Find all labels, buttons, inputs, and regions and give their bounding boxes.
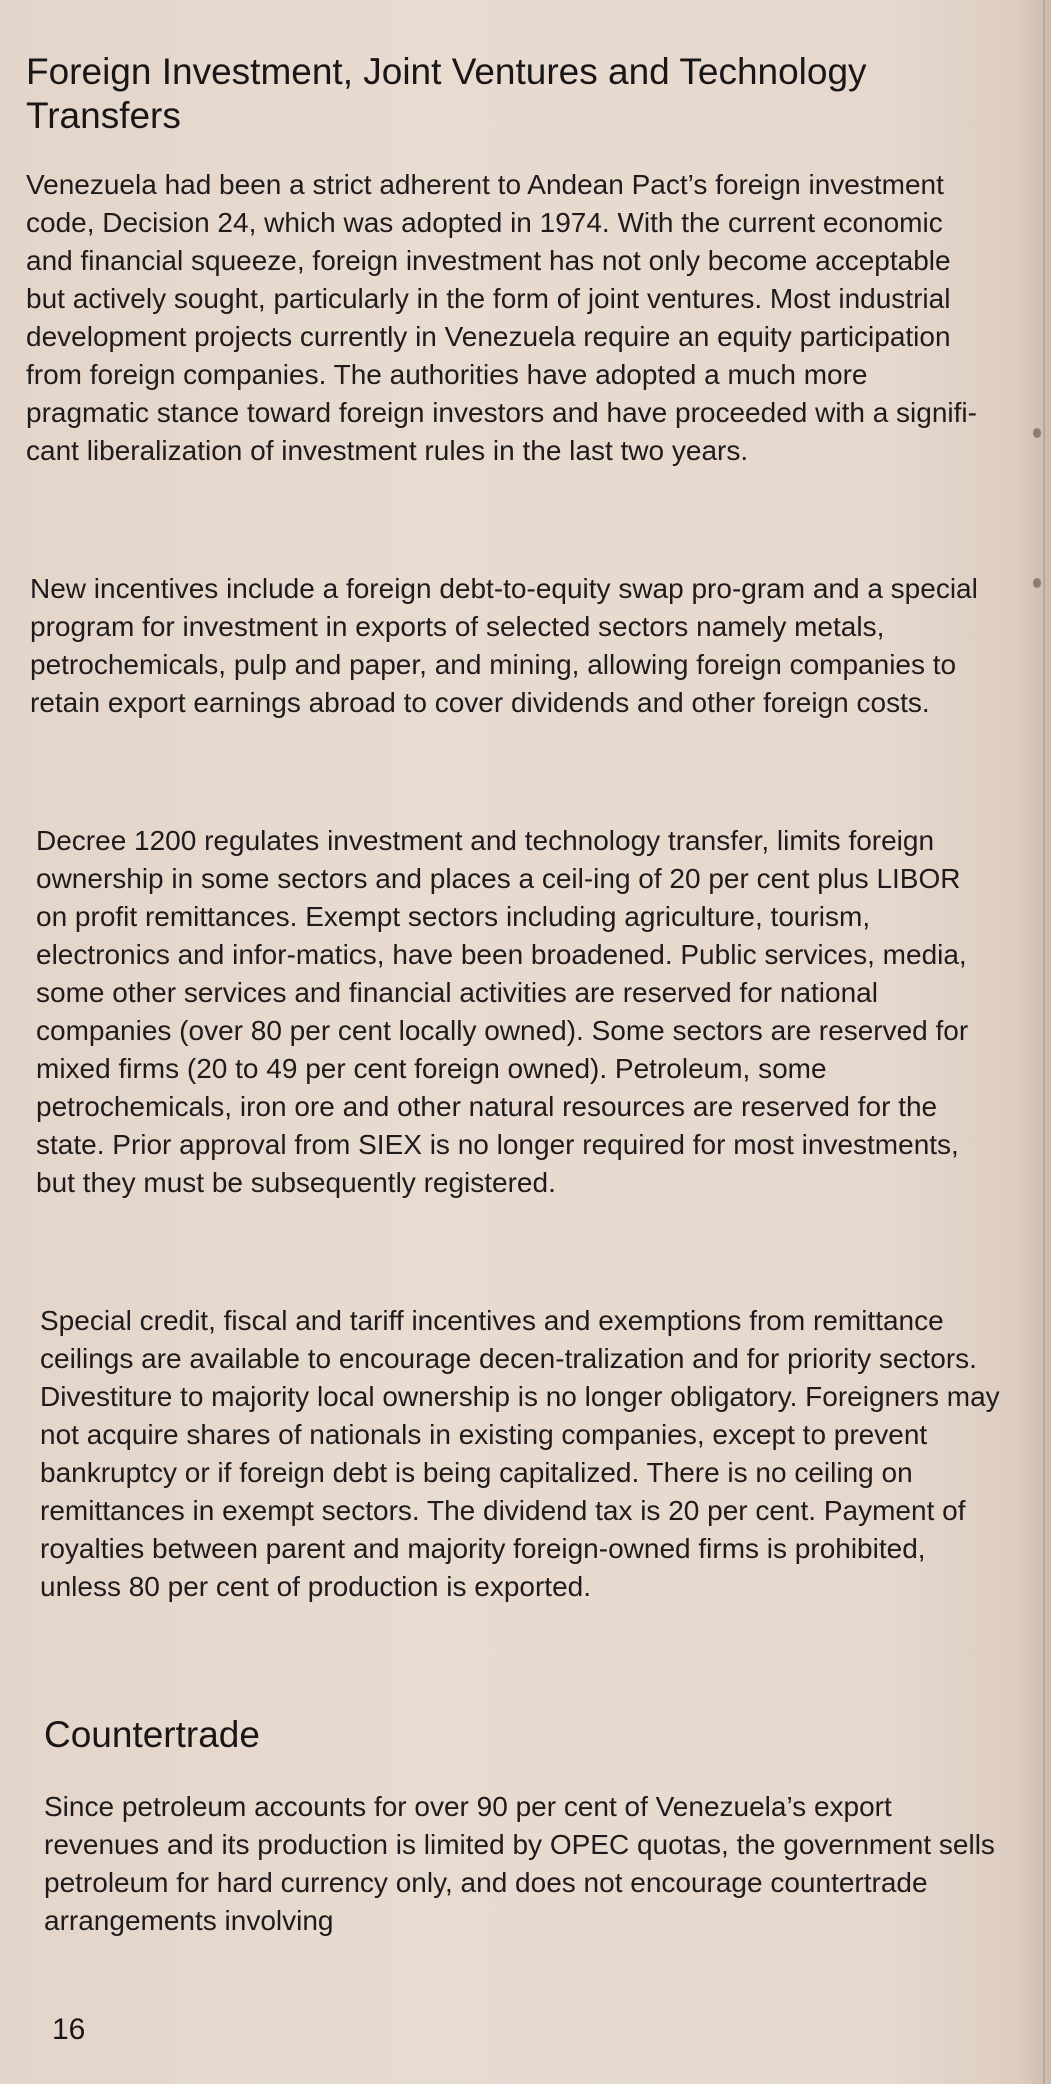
paragraph-countertrade: Since petroleum accounts for over 90 per cent of Venezuela’s export revenues and its production is limited by OPEC quotas, the government sells petroleum for hard currency only, and does not encourage countertrade arrangements involving	[44, 1791, 995, 1936]
paragraph-andean-pact: Venezuela had been a strict adherent to Andean Pact’s foreign investment code, Decision 24, which was adopted in 1974. With the current economic and financial squeeze, foreign investment has not only become acceptable but actively sought, particularly in the form of joint ventures. Most industrial development projects currently in Venezuela require an equity participation from foreign companies. The authorities have adopted a much more pragmatic stance toward foreign investors and have proceeded with a signifi-cant liberalization of investment rules in the last two years.	[26, 169, 977, 466]
page-number: 16	[52, 2013, 86, 2046]
paragraph-new-incentives: New incentives include a foreign debt-to-equity swap pro-gram and a special program for investment in exports of selected sectors namely metals, petrochemicals, pulp and paper, and mining, allowing foreign companies to retain export earnings abroad to cover dividends and other foreign costs.	[30, 573, 978, 718]
paragraph-special-credit: Special credit, fiscal and tariff incentives and exemptions from remittance ceilings are available to encourage decen-tralization and for priority sectors. Divestiture to majority local ownership is no longer obligatory. Foreigners may not acquire shares of nationals in existing companies, except to prevent bankruptcy or if foreign debt is being capitalized. There is no ceiling on remittances in exempt sectors. The dividend tax is 20 per cent. Payment of royalties between parent and majority foreign-owned firms is prohibited, unless 80 per cent of production is exported.	[40, 1305, 1000, 1602]
section-heading: Foreign Investment, Joint Ventures and Technology Transfers	[26, 51, 867, 136]
paper-speck	[1033, 578, 1041, 588]
paper-speck	[1033, 428, 1041, 438]
page-edge	[1043, 0, 1045, 2084]
countertrade-heading: Countertrade	[44, 1714, 260, 1755]
paragraph-decree-1200: Decree 1200 regulates investment and technology transfer, limits foreign ownership in some sectors and places a ceil-ing of 20 per cent plus LIBOR on profit remittances. Exempt sectors including agriculture, tourism, electronics and infor-matics, have been broadened. Public services, media, some other services and financial activities are reserved for national companies (over 80 per cent locally owned). Some sectors are reserved for mixed firms (20 to 49 per cent foreign owned). Petroleum, some petrochemicals, iron ore and other natural resources are reserved for the state. Prior approval from SIEX is no longer required for most investments, but they must be subsequently registered.	[36, 825, 969, 1198]
